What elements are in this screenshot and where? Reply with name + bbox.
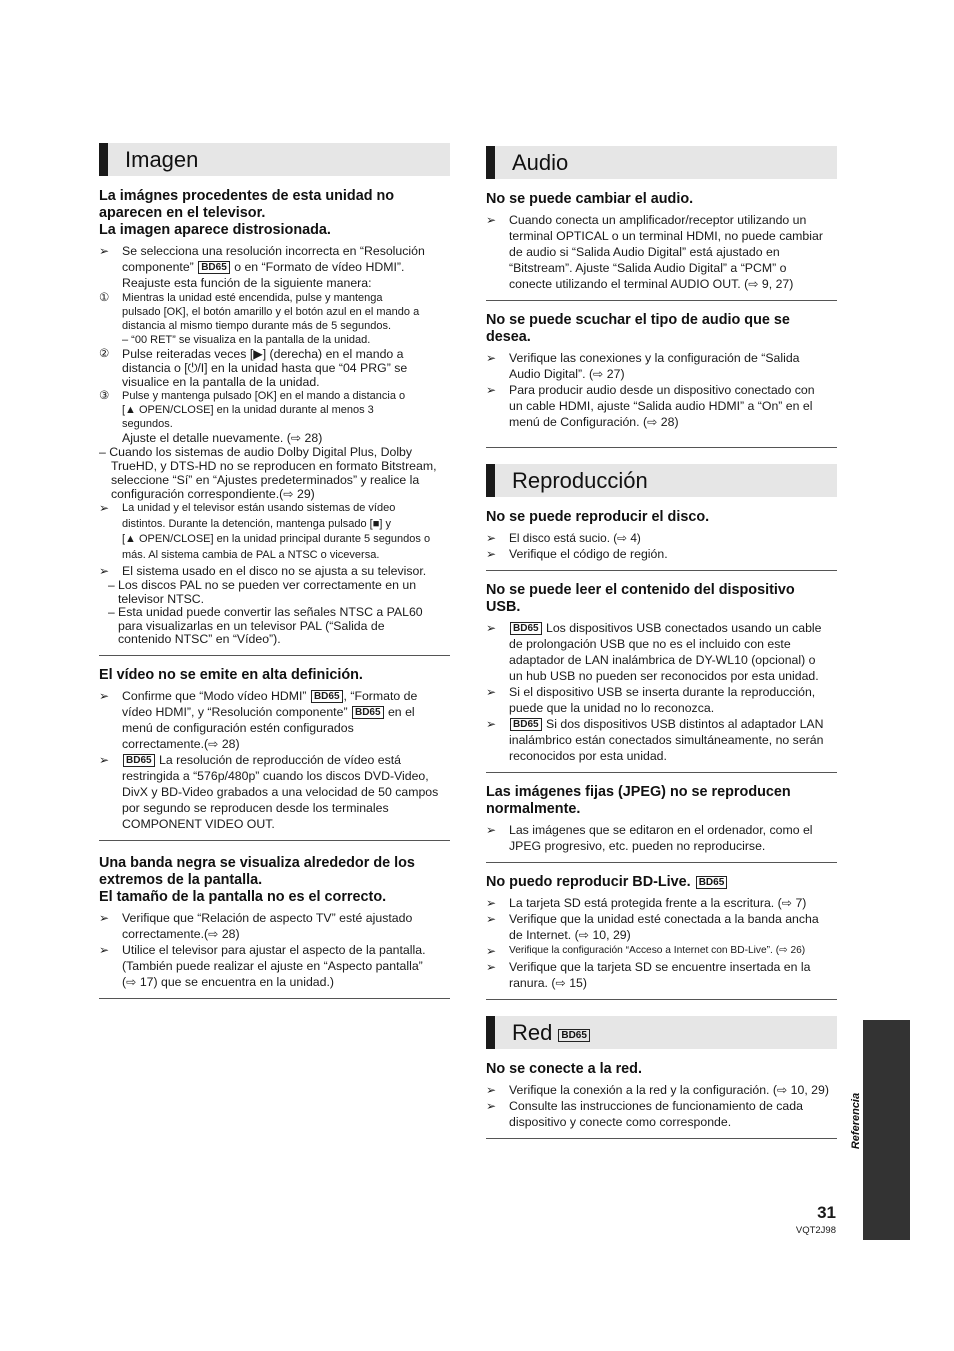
issue-block-usb: [486, 582, 837, 773]
list-item: ➢ Cuando conecta un amplificador/receptor utilizando un terminal OPTICAL o un terminal HDMI, no puede cambiar de audio si “Salida Audio Digital” está ajustado en “Bitstream”. Ajuste “Salida Audio Digital” a “PCM” o conecte utilizando el terminal AUDIO OUT. (⇨ 9, 27): [486, 213, 823, 291]
list-item: ➢ Las imágenes que se editaron en el ordenador, como el JPEG progresivo, etc. pueden no reproducirse.: [486, 823, 813, 853]
issue-block-jpeg: [486, 784, 837, 863]
arrow-bullet-icon: ➢: [486, 547, 497, 561]
issue-block-no-hd: [99, 667, 450, 841]
list-item: ➢ Consulte las instrucciones de funcionamiento de cada dispositivo y conecte como corresponde.: [486, 1099, 803, 1129]
list-item: ➢ La tarjeta SD está protegida frente a la escritura. (⇨ 7): [486, 896, 807, 910]
arrow-bullet-icon: ➢: [99, 244, 110, 258]
arrow-bullet-icon: ➢: [99, 501, 110, 515]
issue-block-audio-type: [486, 312, 837, 448]
issue-block-black-band: [99, 855, 450, 999]
list-item: ➢ Se selecciona una resolución incorrecta en “Resolución componente” BD65 o en “Formato de vídeo HDMI”. Reajuste esta función de la siguiente manera:: [99, 244, 425, 290]
arrow-bullet-icon: ➢: [486, 351, 497, 365]
section-title-red: Red BD65: [486, 1016, 837, 1049]
list-item: ➢ Confirme que “Modo vídeo HDMI” BD65 , “Formato de vídeo HDMI”, y “Resolución componente” BD65 en el menú de configuración estén configurados correctamente.(⇨ 28): [99, 688, 418, 751]
step-number-icon: ③: [99, 390, 110, 402]
page-number: 31: [817, 1203, 836, 1222]
issue-block-audio-change: [486, 191, 837, 301]
step-number-icon: ②: [99, 348, 110, 360]
arrow-bullet-icon: ➢: [486, 1083, 497, 1097]
reference-side-tab: [863, 1020, 910, 1240]
issue-heading: No se puede scuchar el tipo de audio que se desea.: [486, 312, 790, 345]
arrow-bullet-icon: ➢: [486, 685, 497, 699]
issue-block-image-distorted: [99, 188, 450, 656]
list-item: ➢ La unidad y el televisor están usando sistemas de vídeo distintos. Durante la detención, mantenga pulsado [■] y [▲ OPEN/CLOSE] en la unidad principal durante 5 segundos o más. Al sistema cambia de PAL a NTSC o viceversa.: [99, 501, 431, 561]
list-item: ➢ BD65 La resolución de reproducción de vídeo está restringida a “576p/480p” cuando los discos DVD-Video, DivX y BD-Video grabados a una velocidad de 50 campos por segundo se reproducen desde los terminales COMPONENT VIDEO OUT.: [99, 752, 439, 831]
bd65-badge: BD65: [352, 706, 384, 719]
issue-block-disc: [486, 509, 837, 571]
issue-heading: No se puede leer el contenido del dispositivo USB.: [486, 582, 795, 615]
arrow-bullet-icon: ➢: [486, 383, 497, 397]
list-item: ➢ El disco está sucio. (⇨ 4): [486, 531, 641, 545]
arrow-bullet-icon: ➢: [99, 752, 110, 767]
arrow-bullet-icon: ➢: [486, 896, 497, 910]
arrow-bullet-icon: ➢: [99, 688, 110, 703]
list-item: ➢ Verifique que “Relación de aspecto TV” esté ajustado correctamente.(⇨ 28): [99, 910, 413, 941]
arrow-bullet-icon: ➢: [486, 531, 497, 545]
issue-heading: Las imágenes fijas (JPEG) no se reproducen normalmente.: [486, 784, 791, 817]
arrow-bullet-icon: ➢: [486, 717, 497, 731]
issue-heading: La imágnes procedentes de esta unidad no aparecen en el televisor. La imagen aparece distrosionada.: [99, 188, 395, 238]
section-title-audio: Audio: [486, 146, 837, 179]
sub-note: – Esta unidad puede convertir las señales NTSC a PAL60 para visualizarlas en un televisor PAL (“Salida de contenido NTSC” en “Vídeo”).: [108, 605, 423, 646]
numbered-step-1: ① Mientras la unidad esté encendida, pulse y mantenga pulsado [OK], el botón amarillo y el botón azul en el mando a distancia al mismo tiempo durante más de 5 segundos. – “00 RET” se visualiza en la pantalla de la unidad.: [99, 292, 420, 346]
issue-block-network: [486, 1061, 837, 1139]
bd65-badge: BD65: [558, 1029, 590, 1042]
sub-note: – Los discos PAL no se pueden ver correctamente en un televisor NTSC.: [108, 578, 417, 606]
section-title-reproduccion: Reproducción: [486, 464, 837, 497]
left-column: [99, 143, 450, 1010]
bd65-badge: BD65: [510, 718, 542, 731]
arrow-bullet-icon: ➢: [486, 944, 497, 958]
arrow-bullet-icon: ➢: [486, 621, 497, 635]
list-item: ➢ Si el dispositivo USB se inserta durante la reproducción, puede que la unidad no lo reconozca.: [486, 685, 816, 715]
list-item: ➢ Verifique que la unidad esté conectada a la banda ancha de Internet. (⇨ 10, 29): [486, 912, 819, 942]
arrow-bullet-icon: ➢: [99, 564, 110, 578]
arrow-bullet-icon: ➢: [486, 1099, 497, 1113]
arrow-bullet-icon: ➢: [99, 910, 110, 925]
step-number-icon: ①: [99, 292, 110, 304]
arrow-bullet-icon: ➢: [486, 960, 497, 974]
bd65-badge: BD65: [696, 876, 728, 889]
list-item: ➢ Para producir audio desde un dispositivo conectado con un cable HDMI, ajuste “Salida audio HDMI” a “On” en el menú de Configuración. (⇨ 28): [486, 383, 815, 429]
issue-heading: El vídeo no se emite en alta definición.: [99, 666, 363, 683]
issue-heading: Una banda negra se visualiza alrededor de los extremos de la pantalla. El tamaño de la pantalla no es el correcto.: [99, 854, 415, 905]
note-dolby: – Cuando los sistemas de audio Dolby Digital Plus, Dolby TrueHD, y DTS-HD no se reproducen en formato Bitstream, seleccione “Sí” en “Ajustes predeterminados” y realice la configuración correspondiente.(⇨ 29): [99, 445, 437, 501]
list-item: ➢ Verifique la conexión a la red y la configuración. (⇨ 10, 29): [486, 1083, 829, 1097]
issue-heading: No se puede cambiar el audio.: [486, 191, 694, 207]
section-title-imagen: Imagen: [99, 143, 450, 176]
bd65-badge: BD65: [510, 622, 542, 635]
issue-block-bd-live: [486, 874, 837, 1000]
issue-heading: No puedo reproducir BD-Live. BD65: [486, 874, 837, 891]
issue-heading: No se puede reproducir el disco.: [486, 509, 710, 525]
numbered-step-3: ③ Pulse y mantenga pulsado [OK] en el mando a distancia o [▲ OPEN/CLOSE] en la unidad durante al menos 3 segundos. Ajuste el detalle nuevamente. (⇨ 28): [99, 390, 406, 445]
list-item: ➢ Verifique que la tarjeta SD se encuentre insertada en la ranura. (⇨ 15): [486, 960, 811, 990]
issue-heading: No se conecte a la red.: [486, 1061, 642, 1077]
right-column: [486, 146, 837, 1150]
list-item: ➢ BD65 Los dispositivos USB conectados usando un cable de prolongación USB que no es el incluido con este adaptador de LAN inalámbrica de DY-WL10 (opcional) o un hub USB no pueden ser reconocidos por esta unidad.: [486, 621, 822, 683]
document-code: VQT2J98: [795, 1225, 836, 1236]
arrow-bullet-icon: ➢: [486, 823, 497, 837]
list-item: ➢ Verifique las conexiones y la configuración de “Salida Audio Digital”. (⇨ 27): [486, 351, 800, 381]
arrow-bullet-icon: ➢: [486, 912, 497, 926]
arrow-bullet-icon: ➢: [99, 942, 110, 957]
numbered-step-2: ② Pulse reiteradas veces [▶] (derecha) en el mando a distancia o [⏻/I] en la unidad hasta que “04 PRG” se visualice en la pantalla de la unidad.: [99, 347, 408, 389]
side-tab-label: Referencia: [850, 1092, 862, 1150]
list-item: ➢ Verifique la configuración “Acceso a Internet con BD-Live”. (⇨ 26): [486, 944, 806, 958]
bd65-badge: BD65: [311, 690, 343, 703]
list-item: ➢ Verifique el código de región.: [486, 547, 668, 561]
list-item: ➢ El sistema usado en el disco no se ajusta a su televisor.: [99, 564, 427, 578]
list-item: ➢ Utilice el televisor para ajustar el aspecto de la pantalla. (También puede realizar el ajuste en “Aspecto pantalla” (⇨ 17) que se encuentra en la unidad.): [99, 942, 426, 989]
bd65-badge: BD65: [123, 754, 155, 767]
bd65-badge: BD65: [198, 261, 230, 274]
list-item: ➢ BD65 Si dos dispositivos USB distintos al adaptador LAN inalámbrico están conectados simultáneamente, no serán reconocidos por esta unidad.: [486, 717, 824, 763]
arrow-bullet-icon: ➢: [486, 213, 497, 227]
